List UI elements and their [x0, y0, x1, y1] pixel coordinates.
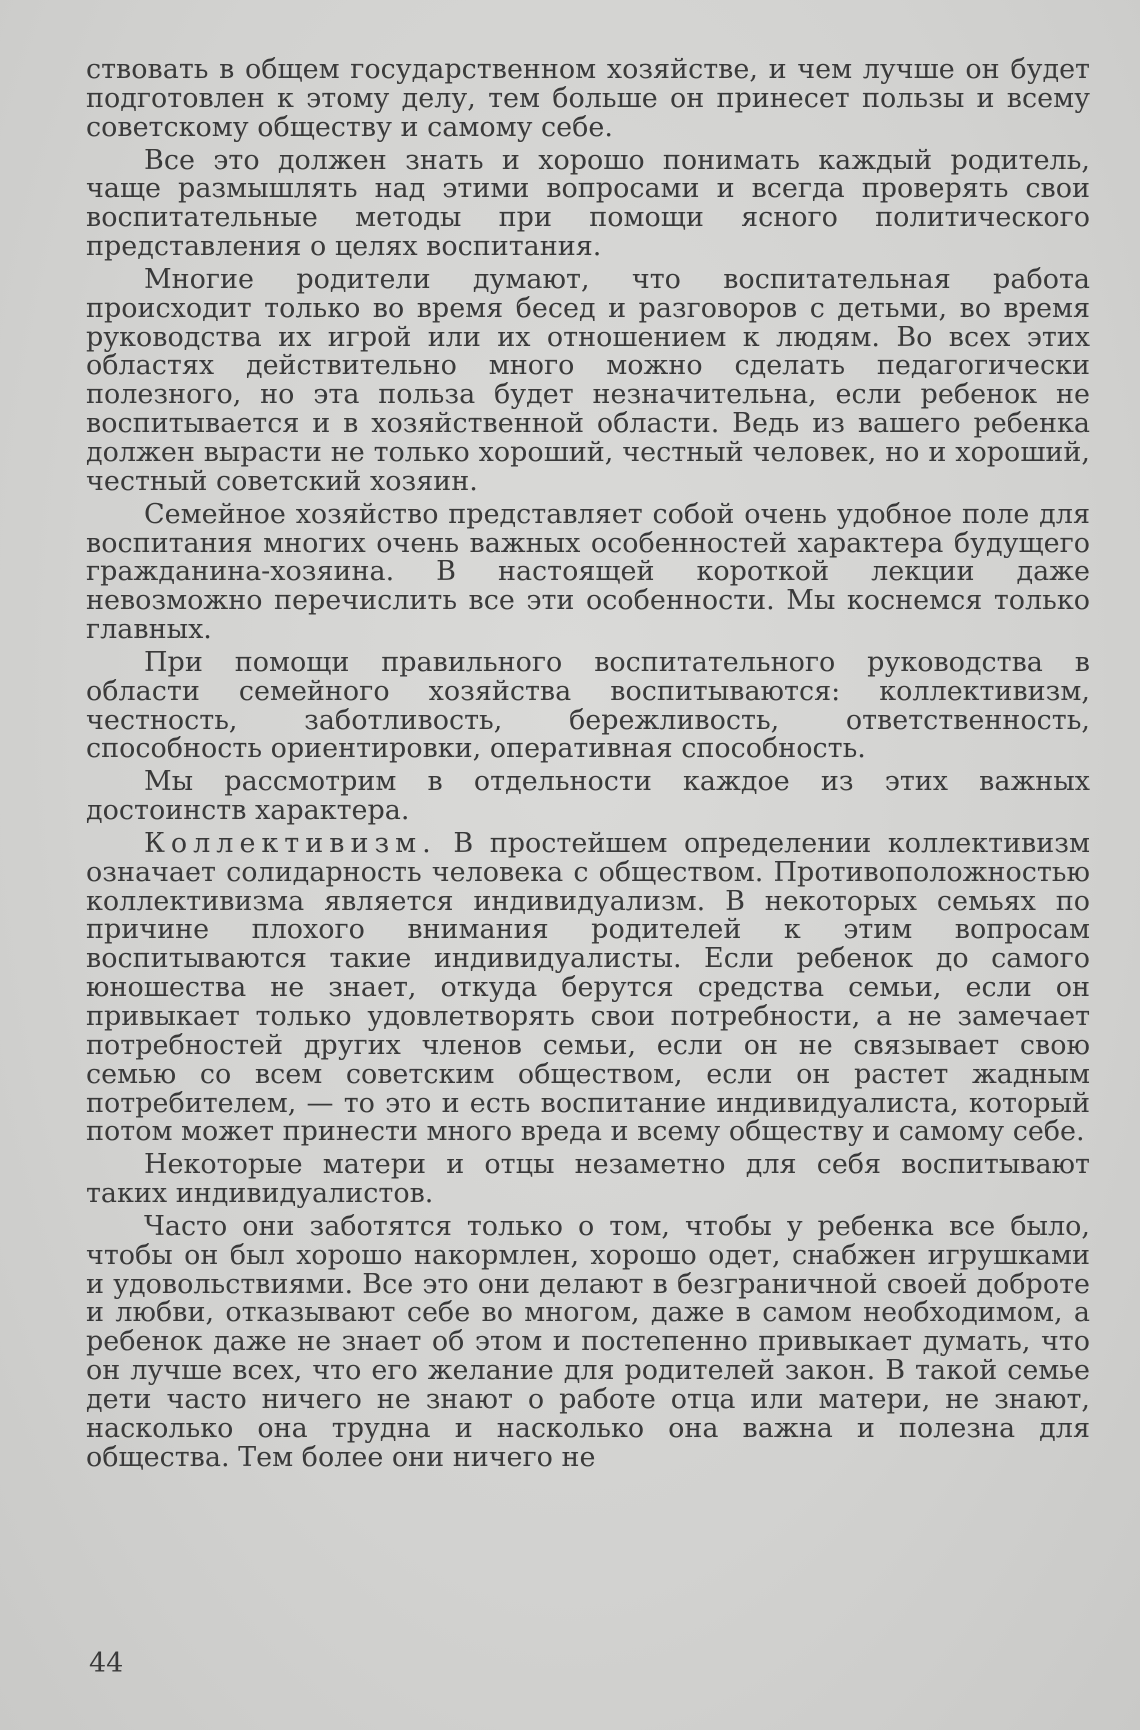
paragraph-educational-work: Многие родители думают, что воспитательная работа происходит только во время бесед и разговоров с детьми, во время руководства их игрой или их отношением к людям. Во всех этих областях действительно много можно сделать педагогически полезного, но эта польза будет незначительна, если ребенок не воспитывается и в хозяйственной области. Ведь из вашего ребенка должен вырасти не только хороший, честный человек, но и хороший, честный советский хозяин. [86, 263, 1090, 497]
body-text [86, 56, 1090, 1477]
collectivism-heading: Коллективизм. [144, 827, 437, 859]
paragraph-qualities-list: При помощи правильного воспитательного руководства в области семейного хозяйства воспитываются: коллективизм, честность, заботливость, бережливость, ответственность, способность ориентировки, оперативная способность. [86, 646, 1090, 765]
paragraph-parents-care: Часто они заботятся только о том, чтобы у ребенка все было, чтобы он был хорошо накормлен, хорошо одет, снабжен игрушками и удовольствиями. Все это они делают в безграничной своей доброте и любви, отказывают себе во многом, даже в самом необходимом, а ребенок даже не знает об этом и постепенно привыкает думать, что он лучше всех, что его желание для родителей закон. В такой семье дети часто ничего не знают о работе отца или матери, не знают, насколько она трудна и насколько она важна и полезна для общества. Тем более они ничего не [86, 1210, 1090, 1473]
collectivism-text: В простейшем определении коллективизм означает солидарность человека с обществом. Противоположностью коллективизма является индивидуализм. В некоторых семьях по причине плохого внимания родителей к этим вопросам воспитываются такие индивидуалисты. Если ребенок до самого юношества не знает, откуда берутся средства семьи, если он привыкает только удовлетворять свои потребности, а не замечает потребностей других членов семьи, если он не связывает свою семью со всем советским обществом, если он растет жадным потребителем, — то это и есть воспитание индивидуалиста, который потом может принести много вреда и всему обществу и самому себе. [86, 827, 1090, 1148]
paragraph-consider-separately: Мы рассмотрим в отдельности каждое из этих важных достоинств характера. [86, 766, 1090, 827]
paragraph-collectivism [86, 827, 1090, 1148]
page-number: 44 [89, 1648, 124, 1679]
paragraph-family-economy: Семейное хозяйство представляет собой очень удобное поле для воспитания многих очень важных особенностей характера будущего гражданина-хозяина. В настоящей короткой лекции даже невозможно перечислить все эти особенности. Мы коснемся только главных. [86, 498, 1090, 646]
paragraph-some-parents: Некоторые матери и отцы незаметно для себя воспитывают таких индивидуалистов. [86, 1149, 1090, 1210]
paragraph-parents-understanding: Все это должен знать и хорошо понимать каждый родитель, чаще размышлять над этими вопросами и всегда проверять свои воспитательные методы при помощи ясного политического представления о целях воспитания. [86, 144, 1090, 263]
paragraph-continuation: ствовать в общем государственном хозяйстве, и чем лучше он будет подготовлен к этому делу, тем больше он принесет пользы и всему советскому обществу и самому себе. [86, 54, 1090, 143]
